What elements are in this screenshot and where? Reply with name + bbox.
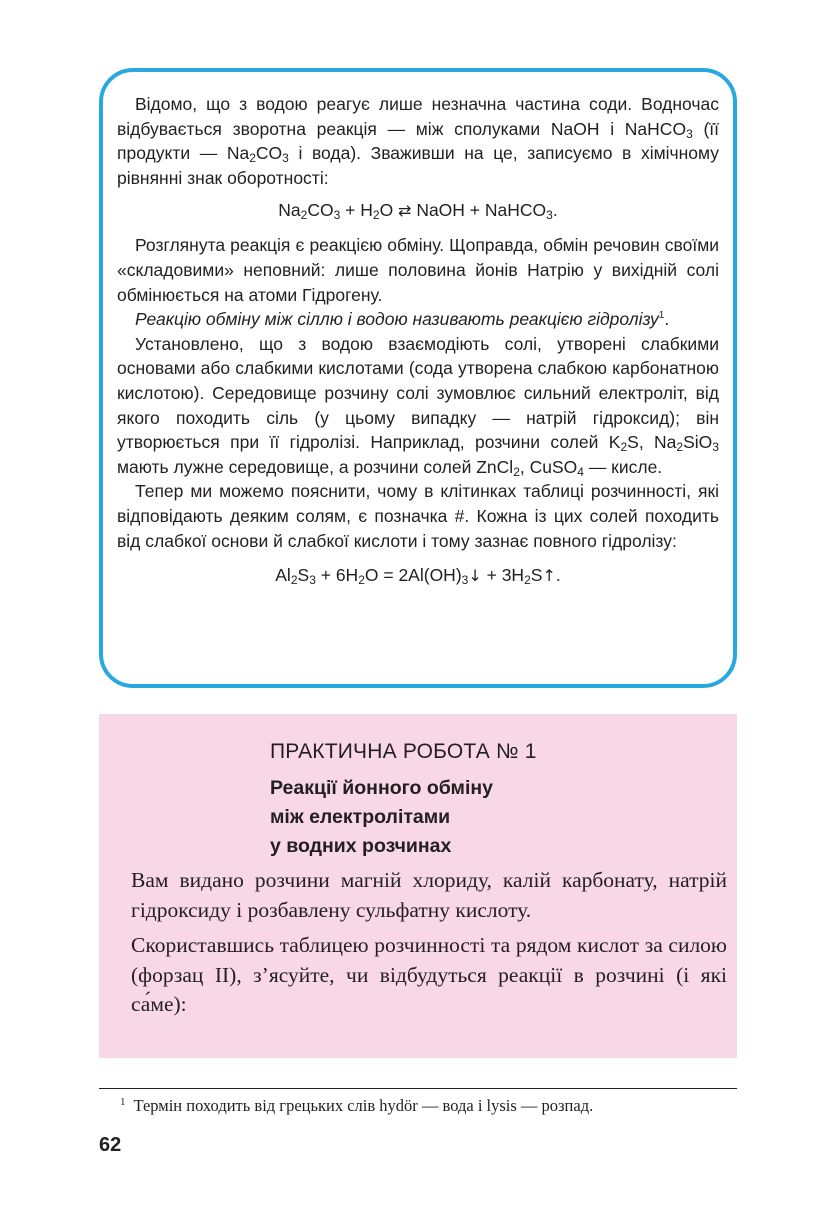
gas-arrow-icon: ↑	[542, 566, 556, 586]
subscript: 2	[358, 573, 365, 588]
text-span: CO	[255, 143, 283, 164]
eq-text: + H	[340, 200, 373, 221]
subscript: 3	[686, 126, 693, 141]
practical-work-section	[99, 714, 737, 1058]
practical-work-subtitle-line: між електролітами	[270, 806, 451, 828]
footnote-text: Термін походить від грецьких слів hydör — вода і lysis — розпад.	[133, 1096, 594, 1115]
paragraph-salts	[117, 332, 719, 480]
paragraph-reversibility	[117, 92, 719, 190]
paragraph-exchange: Розглянута реакція є реакцією обміну. Щоправда, обмін речовин своїми «складовими» неповний: лише половина йонів Натрію у вихідній солі обмінюється на атоми Гідрогену.	[117, 235, 719, 305]
subscript: 2	[372, 208, 380, 223]
footnote-divider	[99, 1088, 737, 1089]
eq-text: NaOH + NaHCO	[411, 200, 547, 221]
subscript: 3	[461, 573, 469, 588]
subscript: 2	[513, 464, 520, 479]
text-span: S, Na	[627, 432, 677, 453]
practical-work-title: ПРАКТИЧНА РОБОТА № 1	[270, 740, 537, 763]
eq-text: O	[379, 200, 399, 221]
text-span: Установлено, що з водою взаємодіють солі, утворені слабкими основами або слабкими кислотами (сода утворена слабкою карбонатною кислотою). Середовище розчину солі зумовлює сильний електроліт, від якого походить сіль (у цьому випадку — натрій гідроксид); він утворюється при її гідролізі. Наприклад, розчини солей K	[117, 333, 719, 453]
subscript: 2	[249, 151, 256, 166]
practical-work-paragraph: Вам видано розчини магній хлориду, калій карбонату, натрій гідроксиду і розбавлену сульфатну кислоту.	[131, 868, 727, 922]
subscript: 2	[676, 440, 684, 455]
eq-text: + 6H	[315, 565, 359, 586]
eq-text: S	[297, 565, 310, 586]
text-span: Відомо, що з водою реагує лише незначна частина соди. Водночас відбувається зворотна реакція — між сполуками NaOH і NaHCO	[117, 94, 719, 139]
practical-work-header	[270, 740, 670, 861]
subscript: 3	[546, 208, 553, 223]
subscript: 2	[524, 573, 531, 588]
text-span: і вода). Зваживши на це, записуємо в хімічному рівнянні знак оборотності:	[117, 143, 719, 188]
paragraph-full-hydrolysis: Тепер ми можемо пояснити, чому в клітинках таблиці розчинності, які відповідають деяким солям, є позначка #. Кожна із цих солей походить від слабкої основи й слабкої кислоти і тому зазнає повного гідролізу:	[117, 481, 719, 551]
eq-text: .	[555, 565, 561, 586]
subscript: 4	[577, 464, 584, 479]
reversible-arrow-icon: ⇄	[398, 201, 412, 221]
eq-text: + 3H	[481, 565, 525, 586]
eq-text: S	[530, 565, 543, 586]
footnote-ref: 1	[658, 310, 665, 322]
footnote-number: 1	[120, 1096, 126, 1108]
eq-text: CO	[307, 200, 334, 221]
definition-text: Реакцію обміну між сіллю і водою називають реакцією гідролізу	[135, 309, 659, 330]
subscript: 2	[300, 208, 308, 223]
subscript: 2	[290, 573, 298, 588]
paragraph-definition	[117, 307, 719, 332]
text-span: мають лужне середовище, а розчини солей ZnCl	[117, 456, 514, 477]
page-number: 62	[99, 1134, 122, 1156]
subscript: 3	[712, 440, 719, 455]
subscript: 3	[333, 208, 341, 223]
equation-al2s3-hydrolysis	[117, 563, 719, 588]
equation-soda-hydrolysis	[117, 198, 719, 223]
text-span: — кисле.	[583, 456, 663, 477]
practical-work-paragraph: Скориставшись таблицею розчинності та рядом кислот за силою (форзац ІІ), з’ясуйте, чи відбудуться реакції в розчині (і які са́ме):	[131, 933, 727, 1016]
practical-work-body	[131, 866, 727, 1026]
info-box	[99, 68, 737, 688]
text-span: (її продукти — Na	[117, 118, 719, 164]
eq-text: Al	[275, 565, 291, 586]
practical-work-subtitle-line: у водних розчинах	[270, 835, 452, 857]
text-span: , CuSO	[519, 456, 578, 477]
text-span: SiO	[683, 432, 713, 453]
subscript: 3	[282, 151, 289, 166]
practical-work-subtitle-line: Реакції йонного обміну	[270, 777, 494, 799]
eq-text: .	[552, 200, 558, 221]
eq-text: O = 2Al(OH)	[364, 565, 462, 586]
eq-text: Na	[278, 200, 301, 221]
precipitate-arrow-icon: ↓	[468, 566, 482, 586]
text-span: .	[664, 309, 670, 330]
footnote	[120, 1096, 740, 1116]
subscript: 3	[309, 573, 316, 588]
subscript: 2	[620, 440, 628, 455]
